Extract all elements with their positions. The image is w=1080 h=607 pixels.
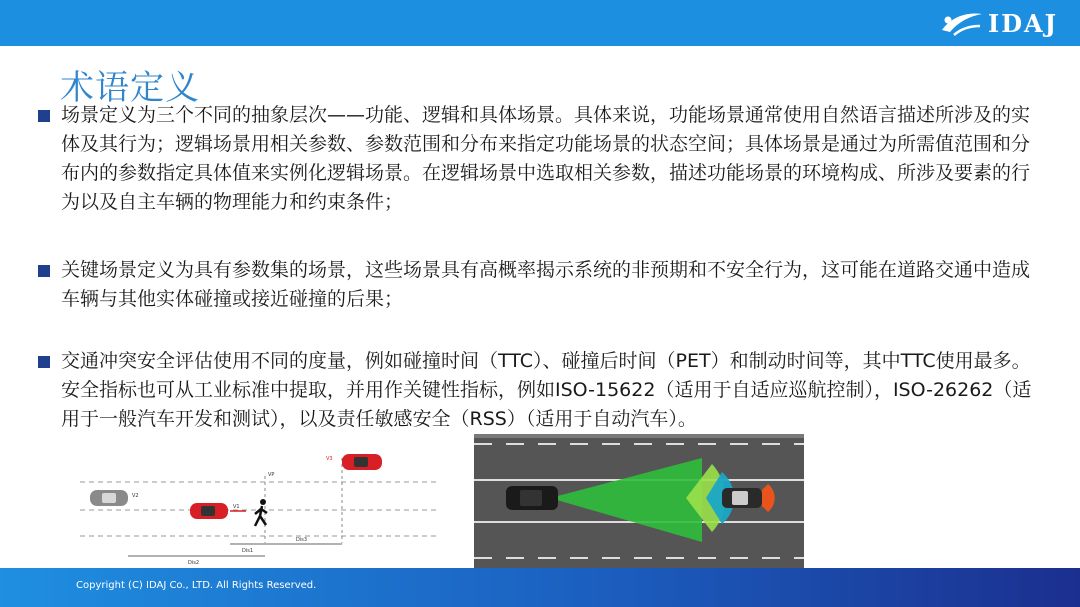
top-banner	[0, 0, 1080, 46]
company-logo	[938, 6, 1058, 40]
bullet-text: 场景定义为三个不同的抽象层次——功能、逻辑和具体场景。具体来说，功能场景通常使用自然语言描述所涉及的实体及其行为；逻辑场景用相关参数、参数范围和分布来指定功能场景的状态空间；具体场景是通过为所需值范围和分布内的参数指定具体值来实例化逻辑场景。在逻辑场景中选取相关参数，描述功能场景的环境构成、所涉及要素的行为以及自主车辆的物理能力和约束条件；	[61, 104, 1031, 213]
car-front	[722, 488, 762, 508]
label-dis3: Dis3	[296, 537, 308, 543]
pedestrian-icon	[255, 499, 267, 526]
copyright-text: Copyright (C) IDAJ Co., LTD. All Rights Reserved.	[76, 580, 317, 591]
bullet-item	[38, 347, 1038, 434]
footer-bar	[0, 568, 1080, 607]
car-red-top	[342, 454, 382, 470]
bullet-text: 关键场景定义为具有参数集的场景，这些场景具有高概率揭示系统的非预期和不安全行为，这可能在道路交通中造成车辆与其他实体碰撞或接近碰撞的后果；	[61, 259, 1031, 310]
label-v2: V2	[132, 493, 139, 499]
square-bullet-icon	[38, 356, 50, 368]
square-bullet-icon	[38, 110, 50, 122]
car-gray	[90, 490, 128, 506]
bullet-item	[38, 101, 1038, 217]
label-dis2: Dis2	[188, 560, 200, 566]
label-v3: V3	[326, 456, 333, 462]
scenario-diagram	[80, 448, 440, 568]
car-dark	[506, 486, 558, 510]
label-vp: VP	[268, 472, 275, 478]
slide-title: 术语定义	[60, 68, 200, 108]
bullet-text: 交通冲突安全评估使用不同的度量，例如碰撞时间（TTC）、碰撞后时间（PET）和制动时间等，其中TTC使用最多。安全指标也可从工业标准中提取，并用作关键性指标，例如ISO-15622（适用于自适应巡航控制），ISO-26262（适用于一般汽车开发和测试），以及责任敏感安全（RSS）（适用于自动汽车）。	[61, 350, 1032, 430]
label-v1: V1	[233, 504, 240, 510]
sensor-coverage-image	[474, 434, 804, 568]
bullet-item	[38, 256, 1038, 314]
logo-text: IDAJ	[987, 8, 1058, 38]
square-bullet-icon	[38, 265, 50, 277]
car-red-left	[190, 503, 228, 519]
swoosh-icon	[938, 8, 984, 38]
label-dis1: Dis1	[242, 548, 254, 554]
